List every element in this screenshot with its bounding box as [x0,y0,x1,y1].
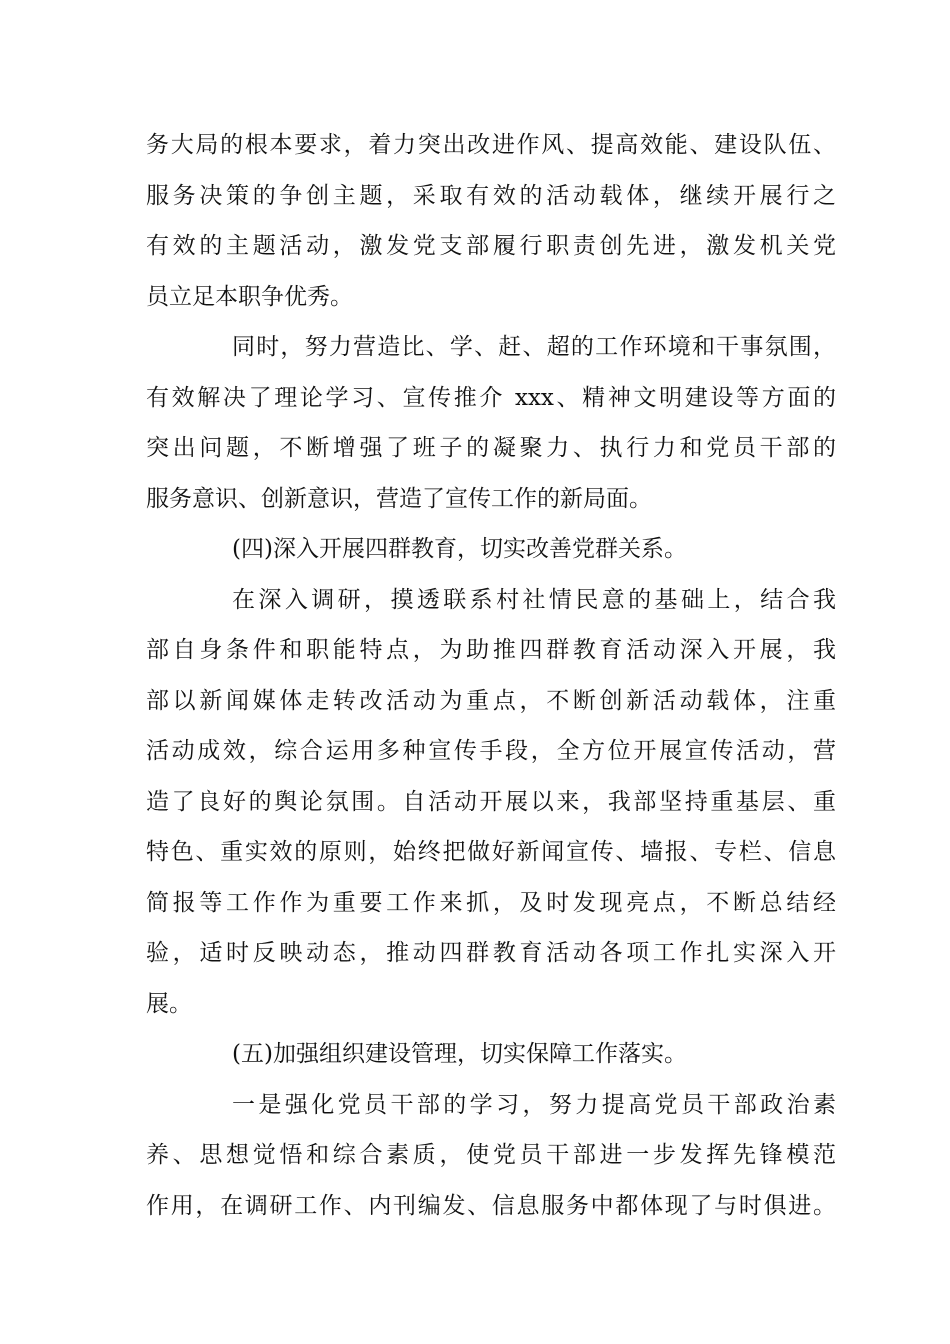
text-line: 验，适时反映动态，推动四群教育活动各项工作扎实深入开 [146,940,836,966]
text-line: 有效的主题活动，激发党支部履行职责创先进，激发机关党 [146,233,836,259]
section-heading: (五)加强组织建设管理，切实保障工作落实。 [232,1041,687,1067]
text-line: 部以新闻媒体走转改活动为重点，不断创新活动载体，注重 [146,687,836,714]
text-line: 服务意识、创新意识，营造了宣传工作的新局面。 [146,485,652,512]
document-body [146,120,836,1231]
text-line: 特色、重实效的原则，始终把做好新闻宣传、墙报、专栏、信息 [146,839,836,865]
text-line: 员立足本职争优秀。 [146,283,353,310]
text-line: 同时，努力营造比、学、赶、超的工作环境和干事氛围， [232,334,836,360]
text-line: 服务决策的争创主题，采取有效的活动载体，继续开展行之 [146,182,836,209]
text-line: 简报等工作作为重要工作来抓，及时发现亮点，不断总结经 [146,889,836,916]
text-line: 活动成效，综合运用多种宣传手段，全方位开展宣传活动，营 [146,738,836,764]
text-line: 有效解决了理论学习、宣传推介 xxx、精神文明建设等方面的 [146,384,836,411]
section-heading: (四)深入开展四群教育，切实改善党群关系。 [232,536,687,562]
text-line: 展。 [146,990,192,1017]
text-line: 部自身条件和职能特点，为助推四群教育活动深入开展，我 [146,637,836,663]
text-line: 在深入调研，摸透联系村社情民意的基础上，结合我 [232,586,836,613]
text-line: 务大局的根本要求，着力突出改进作风、提高效能、建设队伍、 [146,132,836,158]
text-line: 一是强化党员干部的学习，努力提高党员干部政治素 [232,1091,836,1118]
text-line: 作用，在调研工作、内刊编发、信息服务中都体现了与时俱进。 [146,1192,836,1219]
text-line: 养、思想觉悟和综合素质，使党员干部进一步发挥先锋模范 [146,1142,836,1168]
text-line: 造了良好的舆论氛围。自活动开展以来，我部坚持重基层、重 [146,788,836,815]
text-line: 突出问题，不断增强了班子的凝聚力、执行力和党员干部的 [146,435,836,461]
